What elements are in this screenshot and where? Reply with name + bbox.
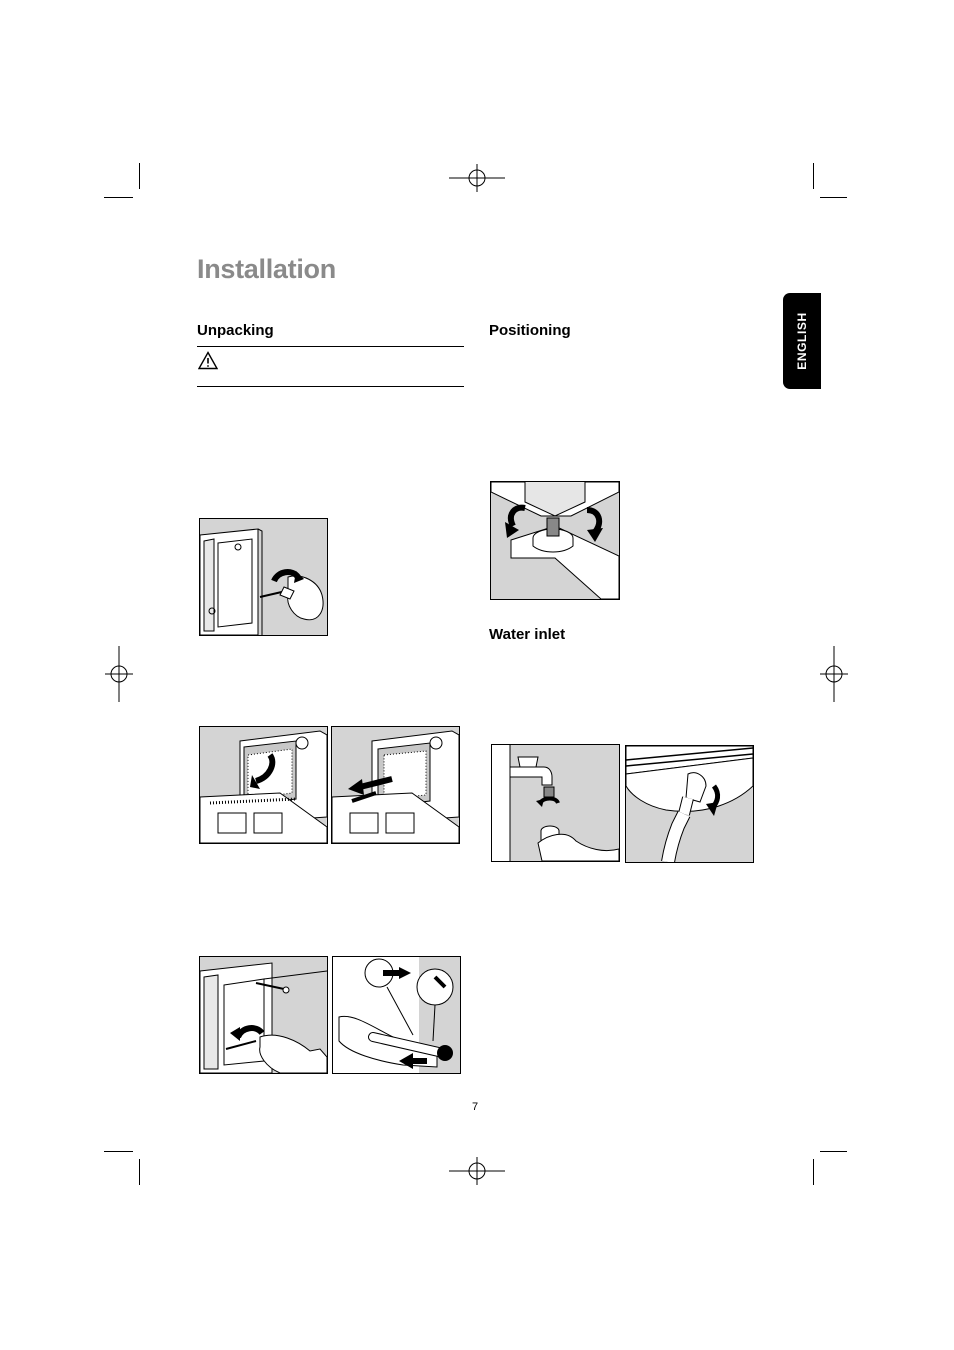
page-number: 7 [472, 1101, 479, 1113]
registration-mark-icon [105, 646, 133, 702]
warning-box-bottom-rule [197, 386, 464, 387]
unpacking-heading: Unpacking [197, 322, 274, 339]
unpacking-illustration-bolt-unscrew [199, 956, 328, 1074]
registration-mark-icon [449, 1157, 505, 1185]
positioning-illustration-foot-adjust [490, 481, 620, 600]
registration-mark-icon [820, 646, 848, 702]
registration-mark-icon [449, 164, 505, 192]
unpacking-illustration-rear-panel-lift [199, 726, 328, 844]
language-tab-label: ENGLISH [795, 312, 810, 370]
unpacking-illustration-rear-panel-remove [331, 726, 460, 844]
water-inlet-illustration-hose-connect [625, 745, 754, 863]
page-title: Installation [197, 254, 336, 284]
water-inlet-heading: Water inlet [489, 626, 566, 643]
water-inlet-illustration-tap-connect [491, 744, 620, 862]
warning-box-top-rule [197, 346, 464, 347]
unpacking-illustration-bolt-removal [199, 518, 328, 636]
unpacking-illustration-plug-insert [332, 956, 461, 1074]
warning-triangle-icon [198, 351, 218, 370]
language-tab[interactable] [783, 293, 821, 389]
positioning-heading: Positioning [489, 322, 571, 339]
